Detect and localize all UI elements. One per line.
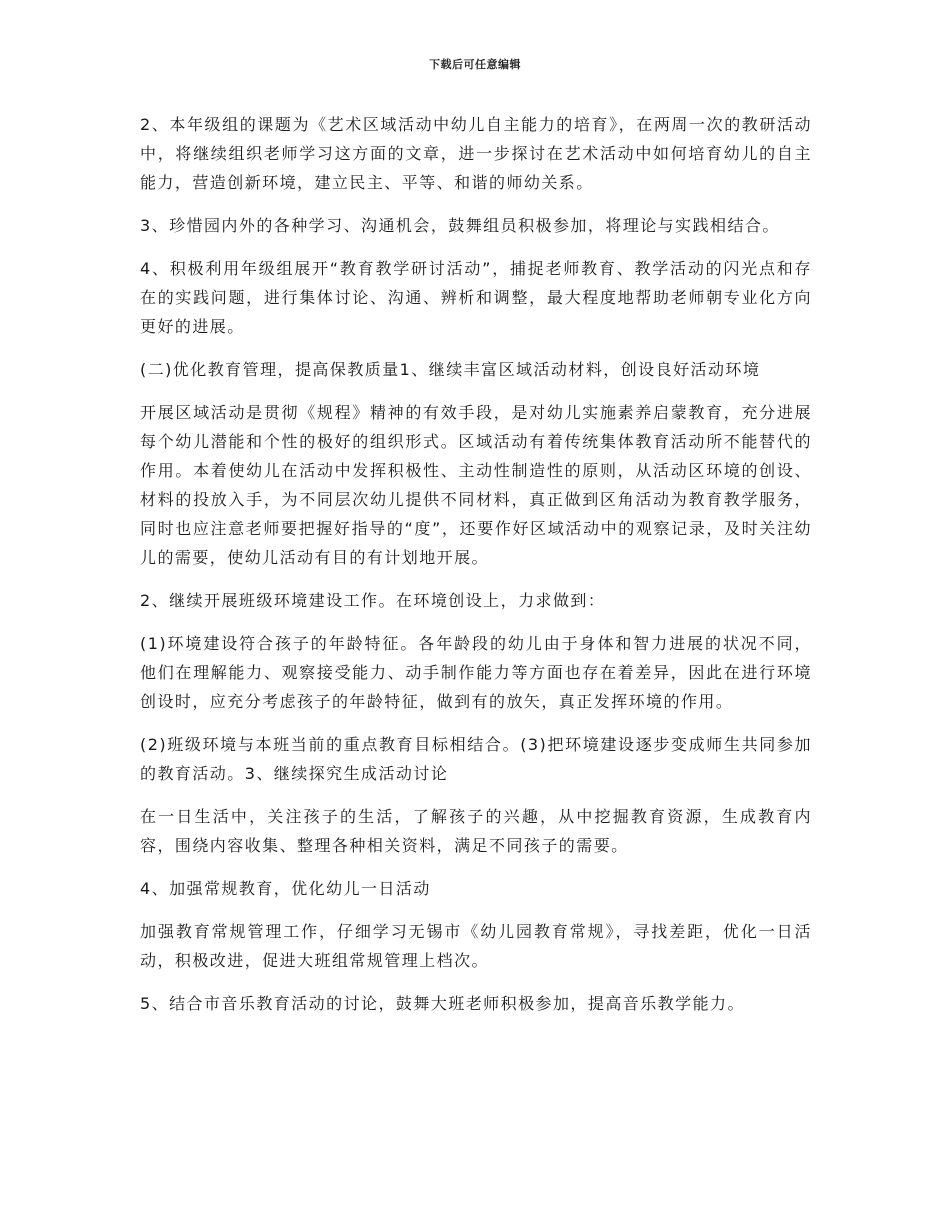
paragraph-class-environment: 2、继续开展班级环境建设工作。在环境创设上，力求做到： [140,591,606,610]
paragraph-routine-management: 加强教育常规管理工作，仔细学习无锡市《幼儿园教育常规》，寻找差距，优化一日活动，积极改进，促进大班组常规管理上档次。 [140,922,812,970]
paragraph-music-education: 5、结合市音乐教育活动的讨论，鼓舞大班老师积极参加，提高音乐教学能力。 [140,994,745,1013]
document-body [140,110,812,1032]
paragraph-routine-education: 4、加强常规教育，优化幼儿一日活动 [140,879,431,898]
paragraph-regional-activities: 开展区域活动是贯彻《规程》精神的有效手段，是对幼儿实施素养启蒙教育，充分进展每个幼儿潜能和个性的极好的组织形式。区域活动有着传统集体教育活动所不能替代的作用。本着使幼儿在活动中发挥积极性、主动性制造性的原则，从活动区环境的创设、材料的投放入手，为不同层次幼儿提供不同材料，真正做到区角活动为教育教学服务，同时也应注意老师要把握好指导的“度”，还要作好区域活动中的观察记录，及时关注幼儿的需要，使幼儿活动有目的有计划地开展。 [140,403,812,567]
paragraph-daily-life: 在一日生活中，关注孩子的生活，了解孩子的兴趣，从中挖掘教育资源，生成教育内容，围绕内容收集、整理各种相关资料，满足不同孩子的需要。 [140,807,812,855]
paragraph-research-topic: 2、本年级组的课题为《艺术区域活动中幼儿自主能力的培育》，在两周一次的教研活动中，将继续组织老师学习这方面的文章，进一步探讨在艺术活动中如何培育幼儿的自主能力，营造创新环境，建立民主、平等、和谐的师幼关系。 [140,115,812,192]
paragraph-learning-opportunities: 3、珍惜园内外的各种学习、沟通机会，鼓舞组员积极参加，将理论与实践相结合。 [140,216,780,235]
page-header: 下载后可任意编辑 [429,58,521,71]
paragraph-age-characteristics: (1)环境建设符合孩子的年龄特征。各年龄段的幼儿由于身体和智力进展的状况不同，他们在理解能力、观察接受能力、动手制作能力等方面也存在着差异，因此在进行环境创设时，应充分考虑孩子的年龄特征，做到有的放矢，真正发挥环境的作用。 [140,634,812,711]
paragraph-education-goals: (2)班级环境与本班当前的重点教育目标相结合。(3)把环境建设逐步变成师生共同参加的教育活动。3、继续探究生成活动讨论 [140,735,812,783]
paragraph-teaching-seminar: 4、积极利用年级组展开“教育教学研讨活动”，捕捉老师教育、教学活动的闪光点和存在的实践问题，进行集体讨论、沟通、辨析和调整，最大程度地帮助老师朝专业化方向更好的进展。 [140,259,812,336]
section-heading-optimize-management: (二)优化教育管理，提高保教质量1、继续丰富区域活动材料，创设良好活动环境 [140,360,761,379]
